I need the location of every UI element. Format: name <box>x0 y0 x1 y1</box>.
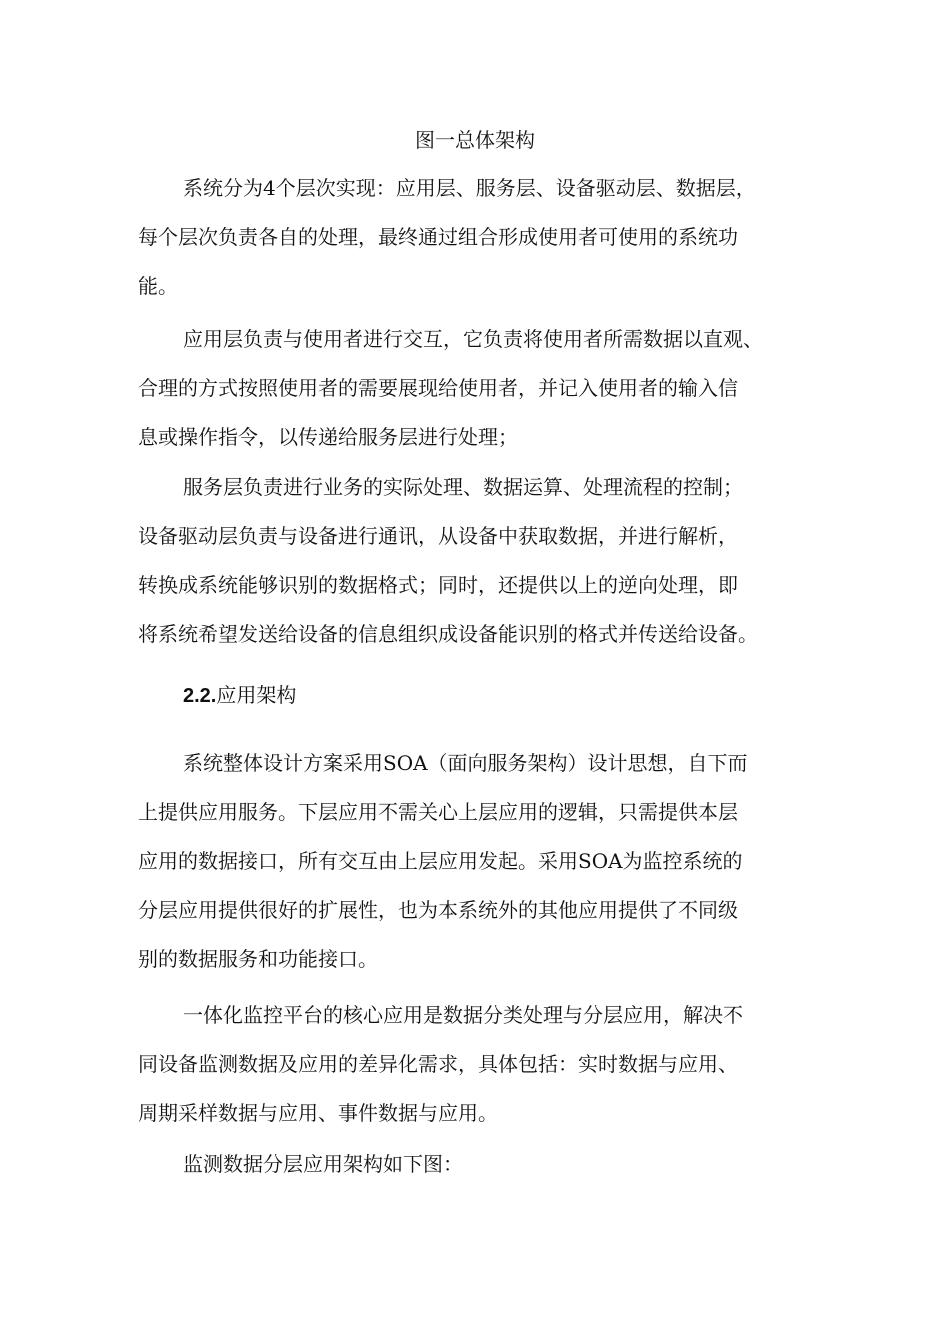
section-heading-title: 应用架构 <box>216 683 297 707</box>
section-heading-number: 2.2. <box>183 685 217 707</box>
text-line: 同设备监测数据及应用的差异化需求，具体包括：实时数据与应用、 <box>138 1052 738 1076</box>
text-line: 别的数据服务和功能接口。 <box>138 947 378 971</box>
paragraph-soa-design <box>138 739 838 984</box>
paragraph-architecture-figure-intro <box>138 1140 838 1189</box>
section-heading <box>183 678 296 713</box>
text-line: 应用的数据接口，所有交互由上层应用发起。采用SOA为监控系统的 <box>138 849 743 873</box>
text-line: 转换成系统能够识别的数据格式；同时，还提供以上的逆向处理，即 <box>138 573 738 597</box>
text-line: 服务层负责进行业务的实际处理、数据运算、处理流程的控制； <box>183 475 743 499</box>
text-line: 系统分为4个层次实现：应用层、服务层、设备驱动层、数据层， <box>183 176 756 200</box>
text-line: 一体化监控平台的核心应用是数据分类处理与分层应用，解决不 <box>183 1003 743 1027</box>
text-line: 应用层负责与使用者进行交互，它负责将使用者所需数据以直观、 <box>183 327 763 351</box>
text-line: 合理的方式按照使用者的需要展现给使用者，并记入使用者的输入信 <box>138 376 738 400</box>
text-line: 每个层次负责各自的处理，最终通过组合形成使用者可使用的系统功 <box>138 225 738 249</box>
text-line: 分层应用提供很好的扩展性，也为本系统外的其他应用提供了不同级 <box>138 898 738 922</box>
paragraph-monitoring-platform <box>138 991 838 1138</box>
text-line: 监测数据分层应用架构如下图： <box>183 1152 463 1176</box>
text-line: 上提供应用服务。下层应用不需关心上层应用的逻辑，只需提供本层 <box>138 800 738 824</box>
figure-caption: 图一总体架构 <box>415 128 535 152</box>
text-line: 能。 <box>138 274 178 298</box>
text-line: 周期采样数据与应用、事件数据与应用。 <box>138 1101 498 1125</box>
text-line: 息或操作指令，以传递给服务层进行处理； <box>138 425 518 449</box>
text-line: 将系统希望发送给设备的信息组织成设备能识别的格式并传送给设备。 <box>138 622 758 646</box>
paragraph-application-layer <box>138 315 838 462</box>
paragraph-layers-overview <box>138 164 838 311</box>
paragraph-service-and-driver-layer <box>138 463 838 659</box>
text-line: 系统整体设计方案采用SOA（面向服务架构）设计思想，自下而 <box>183 751 748 775</box>
text-line: 设备驱动层负责与设备进行通讯，从设备中获取数据，并进行解析， <box>138 524 738 548</box>
